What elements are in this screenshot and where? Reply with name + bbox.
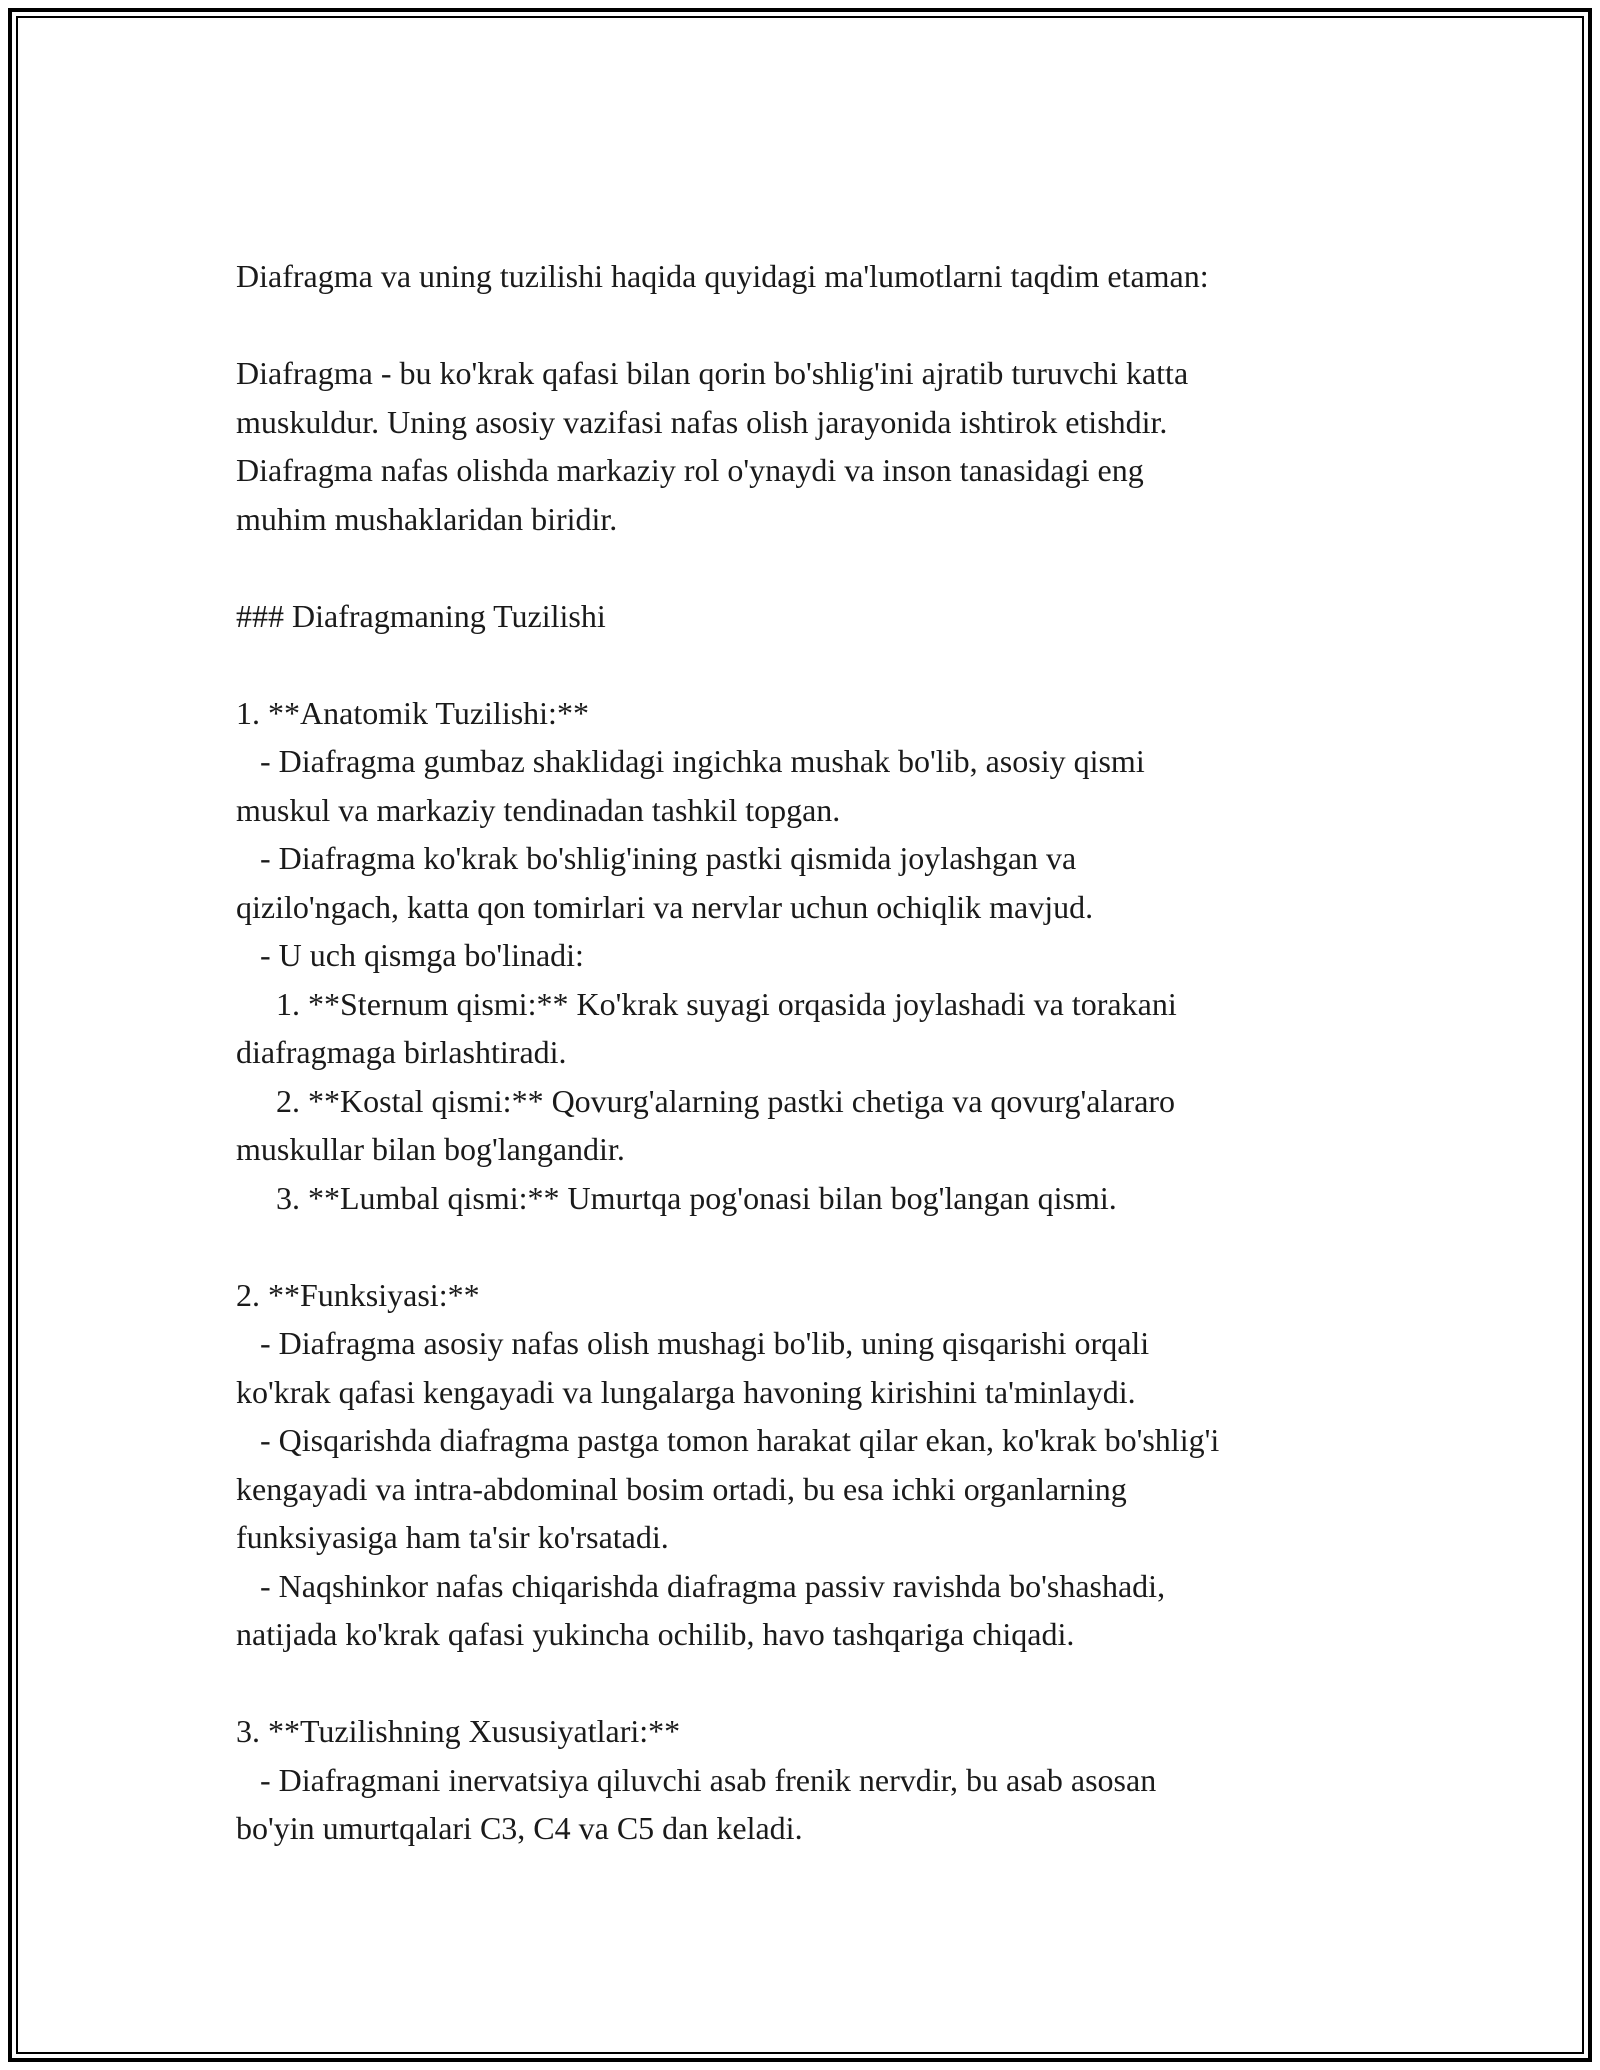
document-body — [236, 252, 1386, 1853]
document-line: bo'yin umurtqalari C3, C4 va C5 dan keladi. — [236, 1810, 803, 1846]
document-line: 2. **Kostal qismi:** Qovurg'alarning pastki chetiga va qovurg'alararo — [236, 1082, 1176, 1119]
document-line: Diafragma va uning tuzilishi haqida quyidagi ma'lumotlarni taqdim etaman: — [236, 258, 1209, 294]
document-line: kengayadi va intra-abdominal bosim ortadi, bu esa ichki organlarning — [236, 1470, 1127, 1507]
document-line: muskullar bilan bog'langandir. — [236, 1131, 625, 1167]
document-line: - Diafragma ko'krak bo'shlig'ining pastki qismida joylashgan va — [236, 840, 1077, 876]
document-line: - Qisqarishda diafragma pastga tomon harakat qilar ekan, ko'krak bo'shlig'i — [236, 1422, 1220, 1458]
document-line — [236, 1659, 1386, 1708]
document-line: muskul va markaziy tendinadan tashkil topgan. — [236, 791, 841, 828]
document-line: - Diafragmani inervatsiya qiluvchi asab frenik nervdir, bu asab asosan — [236, 1761, 1157, 1798]
document-line: 3. **Lumbal qismi:** Umurtqa pog'onasi bilan bog'langan qismi. — [236, 1179, 1117, 1216]
document-line: muskuldur. Uning asosiy vazifasi nafas olish jarayonida ishtirok etishdir. — [236, 403, 1168, 440]
document-line — [236, 543, 1386, 592]
document-line — [236, 301, 1386, 350]
document-line: ko'krak qafasi kengayadi va lungalarga havoning kirishini ta'minlaydi. — [236, 1373, 1136, 1410]
document-line: Diafragma - bu ko'krak qafasi bilan qorin bo'shlig'ini ajratib turuvchi katta — [236, 355, 1189, 391]
list-item-heading: 1. **Anatomik Tuzilishi:** — [236, 694, 589, 731]
section-heading: ### Diafragmaning Tuzilishi — [236, 597, 606, 634]
document-line: funksiyasiga ham ta'sir ko'rsatadi. — [236, 1519, 669, 1555]
document-line: - Diafragma asosiy nafas olish mushagi bo'lib, uning qisqarishi orqali — [236, 1325, 1150, 1361]
document-line: 1. **Sternum qismi:** Ko'krak suyagi orqasida joylashadi va torakani — [236, 985, 1177, 1022]
document-line: Diafragma nafas olishda markaziy rol o'ynaydi va inson tanasidagi eng — [236, 452, 1144, 488]
document-line: - U uch qismga bo'linadi: — [236, 937, 584, 973]
document-line — [236, 640, 1386, 689]
document-line: diafragmaga birlashtiradi. — [236, 1034, 567, 1070]
document-line — [236, 1222, 1386, 1271]
list-item-heading: 3. **Tuzilishning Xususiyatlari:** — [236, 1713, 681, 1749]
document-line: natijada ko'krak qafasi yukincha ochilib, havo tashqariga chiqadi. — [236, 1616, 1075, 1652]
document-line: - Diafragma gumbaz shaklidagi ingichka mushak bo'lib, asosiy qismi — [236, 743, 1145, 779]
document-line: muhim mushaklaridan biridir. — [236, 500, 618, 537]
document-line: - Naqshinkor nafas chiqarishda diafragma passiv ravishda bo'shashadi, — [236, 1567, 1166, 1604]
list-item-heading: 2. **Funksiyasi:** — [236, 1276, 480, 1313]
document-line: qizilo'ngach, katta qon tomirlari va nervlar uchun ochiqlik mavjud. — [236, 888, 1094, 925]
